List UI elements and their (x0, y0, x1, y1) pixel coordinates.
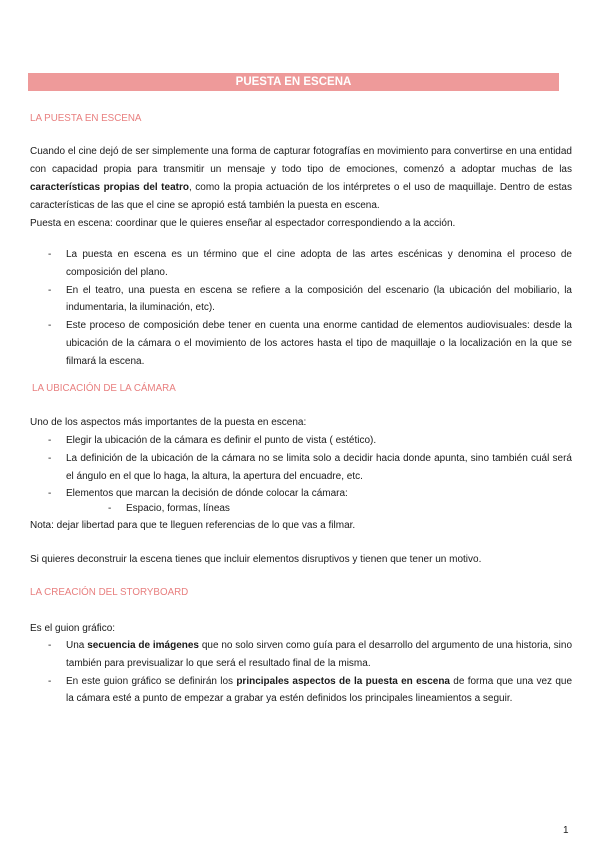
list-item: - En este guion gráfico se definirán los principales aspectos de la puesta en escena de forma que una vez que la cámara esté a punto de empezar a grabar ya estén definidos los principales lineamientos a seguir. (48, 673, 572, 709)
dash-bullet: - (48, 488, 52, 500)
list-item: - En el teatro, una puesta en escena se refiere a la composición del escenario (la ubicación del mobiliario, la indumentaria, la iluminación, etc). (48, 282, 572, 318)
note-paragraph: Nota: dejar libertad para que te lleguen referencias de lo que vas a filmar. (30, 520, 356, 531)
storyboard-intro: Es el guion gráfico: (30, 623, 116, 634)
intro-paragraph (30, 143, 572, 215)
camara-intro: Uno de los aspectos más importantes de la puesta en escena: (30, 417, 307, 428)
list-item: - Espacio, formas, líneas (108, 500, 508, 518)
section-heading-camara: LA UBICACIÓN DE LA CÁMARA (32, 383, 176, 394)
dash-bullet: - (48, 249, 52, 260)
bold-term: secuencia de imágenes (87, 640, 199, 651)
dash-bullet: - (48, 675, 52, 687)
dash-bullet: - (48, 452, 52, 464)
definition-paragraph: Puesta en escena: coordinar que le quieres enseñar al espectador correspondiendo a la acción. (30, 218, 456, 229)
dash-bullet: - (48, 640, 52, 651)
deconstruct-paragraph: Si quieres deconstruir la escena tienes que incluir elementos disruptivos y tienen que tener un motivo. (30, 554, 482, 565)
page-title: PUESTA EN ESCENA (28, 73, 559, 91)
intro-text-bold: características propias del teatro (30, 182, 189, 193)
dash-bullet: - (48, 320, 52, 332)
list-item: - La definición de la ubicación de la cámara no se limita solo a decidir hacia donde apunta, sino también cuál será el ángulo en el que lo haga, la altura, la apertura del encuadre, etc. (48, 450, 572, 486)
bold-term: principales aspectos de la puesta en escena (236, 675, 450, 687)
section2-bullet-list (48, 432, 572, 503)
dash-bullet: - (48, 284, 52, 296)
section2-sub-bullet-list (108, 500, 508, 518)
page-number: 1 (563, 825, 569, 836)
list-item: - Elementos que marcan la decisión de dónde colocar la cámara: (48, 485, 572, 503)
list-item: - Una secuencia de imágenes que no solo sirven como guía para el desarrollo del argumento de una historia, sino también para previsualizar lo que será el resultado final de la misma. (48, 637, 572, 673)
intro-text-pre: Cuando el cine dejó de ser simplemente una forma de capturar fotografías en movimiento para convertirse en una entidad con capacidad propia para transmitir un mensaje y todo tipo de emociones, comenzó a adoptar muchas de las (30, 146, 572, 175)
dash-bullet: - (108, 503, 112, 514)
dash-bullet: - (48, 435, 52, 446)
section3-bullet-list (48, 637, 572, 708)
section-heading-storyboard: LA CREACIÓN DEL STORYBOARD (30, 587, 189, 598)
list-item: - Elegir la ubicación de la cámara es definir el punto de vista ( estético). (48, 432, 572, 450)
section1-bullet-list (48, 246, 572, 371)
list-item: - La puesta en escena es un término que el cine adopta de las artes escénicas y denomina el proceso de composición del plano. (48, 246, 572, 282)
intro-text-post: , como la propia actuación de los intérpretes o el uso de maquillaje. Dentro de estas características de las que el cine se apropió está también la puesta en escena. (30, 182, 572, 211)
section-heading-puesta: LA PUESTA EN ESCENA (30, 113, 142, 124)
list-item: - Este proceso de composición debe tener en cuenta una enorme cantidad de elementos audiovisuales: desde la ubicación de la cámara o el movimiento de los actores hasta el tipo de maquillaje o la localización en la que se filmará la escena. (48, 317, 572, 370)
